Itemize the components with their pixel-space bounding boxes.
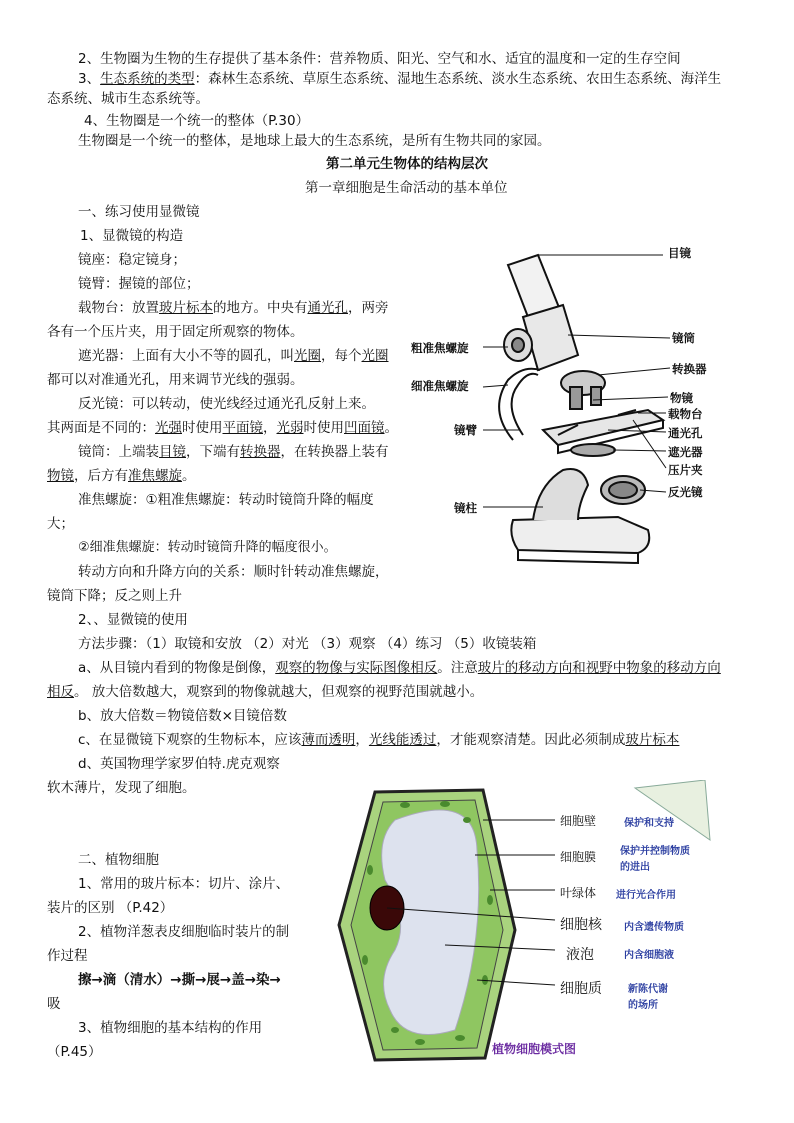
jingbi: 镜臂：握镜的部位； (78, 276, 200, 292)
section2-p1: 1、常用的玻片标本：切片、涂片、 (78, 876, 290, 892)
cell-membrane-label: 细胞膜 (560, 850, 597, 864)
biosphere-p4: 4、生物圈是一个统一的整体（P.30） (84, 113, 310, 129)
label-tongguangkong: 通光孔 (668, 426, 703, 440)
section2-p2d: 吸 (47, 996, 61, 1012)
label-xizhun: 细准焦螺旋 (411, 379, 469, 393)
stage-line2: 各有一个压片夹，用于固定所观察的物体。 (47, 324, 304, 340)
section2-p2b: 作过程 (47, 948, 88, 964)
section1-heading: 一、练习使用显微镜 (78, 204, 200, 220)
focus-line1: 准焦螺旋：①粗准焦螺旋：转动时镜筒升降的幅度 (78, 492, 374, 508)
fanguangjing-line2: 其两面是不同的：光强时使用平面镜，光弱时使用凹面镜。 (47, 420, 398, 436)
microscope-diagram (408, 235, 708, 565)
section2-p3b: （P.45） (47, 1044, 102, 1060)
biosphere-p3: 3、生态系统的类型：森林生态系统、草原生态系统、湿地生态系统、淡水生态系统、农田生态系统、海洋生 (78, 71, 722, 87)
cytoplasm-function2: 的场所 (628, 1000, 658, 1011)
biosphere-p4-body: 生物圈是一个统一的整体，是地球上最大的生态系统，是所有生物共同的家园。 (78, 133, 551, 149)
cell-membrane-function1: 保护并控制物质 (620, 846, 690, 857)
section2-p1b: 装片的区别 （P.42） (47, 900, 174, 916)
cytoplasm-function1: 新陈代谢 (628, 984, 668, 995)
note-d2: 软木薄片，发现了细胞。 (47, 780, 196, 796)
cell-wall-function: 保护和支持 (624, 818, 674, 829)
section2-p2: 2、植物洋葱表皮细胞临时装片的制 (78, 924, 290, 940)
biosphere-p3-cont: 态系统、城市生态系统等。 (47, 91, 209, 107)
steps-line: 方法步骤：（1）取镜和安放 （2）对光 （3）观察 （4）练习 （5）收镜装箱 (78, 636, 537, 652)
label-zhuanhuanqi: 转换器 (672, 362, 707, 376)
label-jingzhu: 镜柱 (454, 501, 477, 515)
vacuole-label: 液泡 (566, 947, 594, 963)
jingtong-line: 镜筒：上端装目镜，下端有转换器，在转换器上装有 (78, 444, 389, 460)
zheguangqi-line: 遮光器：上面有大小不等的圆孔，叫光圈，每个光圈 (78, 348, 389, 364)
section1-sub1: 1、显微镜的构造 (80, 228, 184, 244)
label-zaiwutai: 载物台 (668, 407, 703, 421)
label-cuzhun: 粗准焦螺旋 (411, 341, 469, 355)
label-wujing: 物镜 (670, 391, 693, 405)
vacuole-function: 内含细胞液 (624, 950, 674, 961)
label-yapianjia: 压片夹 (668, 463, 703, 477)
note-a: a、从目镜内看到的物像是倒像，观察的物像与实际图像相反。注意玻片的移动方向和视野中物象的移动方向 (78, 660, 721, 676)
chloroplast-label: 叶绿体 (560, 886, 597, 900)
biosphere-p2: 2、生物圈为生物的生存提供了基本条件：营养物质、阳光、空气和水、适宜的温度和一定的生存空间 (78, 51, 681, 67)
unit-title: 第二单元生物体的结构层次 (326, 156, 488, 172)
cell-diagram-title: 植物细胞模式图 (492, 1042, 577, 1056)
label-mujing: 目镜 (668, 246, 691, 260)
jingzuo: 镜座：稳定镜身； (78, 252, 186, 268)
cytoplasm-label: 细胞质 (560, 981, 602, 997)
jingtong-line2: 物镜，后方有准焦螺旋。 (47, 468, 196, 484)
direction-line: 转动方向和升降方向的关系：顺时针转动准焦螺旋， (78, 564, 389, 580)
note-a2: 相反。 放大倍数越大，观察到的物像就越大，但观察的视野范围就越小。 (47, 684, 484, 700)
stage-line: 载物台：放置玻片标本的地方。中央有通光孔，两旁 (78, 300, 389, 316)
note-c: c、在显微镜下观察的生物标本，应该薄而透明，光线能透过，才能观察清楚。因此必须制成玻片标本 (78, 732, 680, 748)
note-b: b、放大倍数＝物镜倍数×目镜倍数 (78, 708, 287, 724)
label-jingbi: 镜臂 (454, 423, 477, 437)
cell-wall-label: 细胞壁 (560, 814, 597, 828)
chloroplast-function: 进行光合作用 (616, 890, 676, 901)
note-d: d、英国物理学家罗伯特.虎克观察 (78, 756, 280, 772)
fanguangjing-line: 反光镜：可以转动，使光线经过通光孔反射上来。 (78, 396, 375, 412)
label-fanguangjing: 反光镜 (668, 485, 703, 499)
label-zheguangqi: 遮光器 (668, 445, 703, 459)
focus-line2: ②细准焦螺旋：转动时镜筒升降的幅度很小。 (78, 540, 337, 555)
focus-line1b: 大； (47, 516, 74, 532)
label-jingtong: 镜筒 (672, 331, 695, 345)
chapter-title: 第一章细胞是生命活动的基本单位 (305, 180, 508, 196)
section2-p3: 3、植物细胞的基本结构的作用 (78, 1020, 263, 1036)
section2-p2c: 擦→滴（清水）→撕→展→盖→染→ (78, 972, 281, 988)
cell-membrane-function2: 的进出 (620, 862, 650, 873)
nucleus-label: 细胞核 (560, 917, 602, 933)
section1-sub2: 2、、显微镜的使用 (78, 612, 188, 628)
nucleus-function: 内含遗传物质 (624, 922, 684, 933)
ecosystem-types-link: 生态系统的类型 (100, 71, 195, 87)
zheguangqi-line2: 都可以对准通光孔，用来调节光线的强弱。 (47, 372, 304, 388)
section2-heading: 二、植物细胞 (78, 852, 159, 868)
direction-line2: 镜筒下降；反之则上升 (47, 588, 182, 604)
